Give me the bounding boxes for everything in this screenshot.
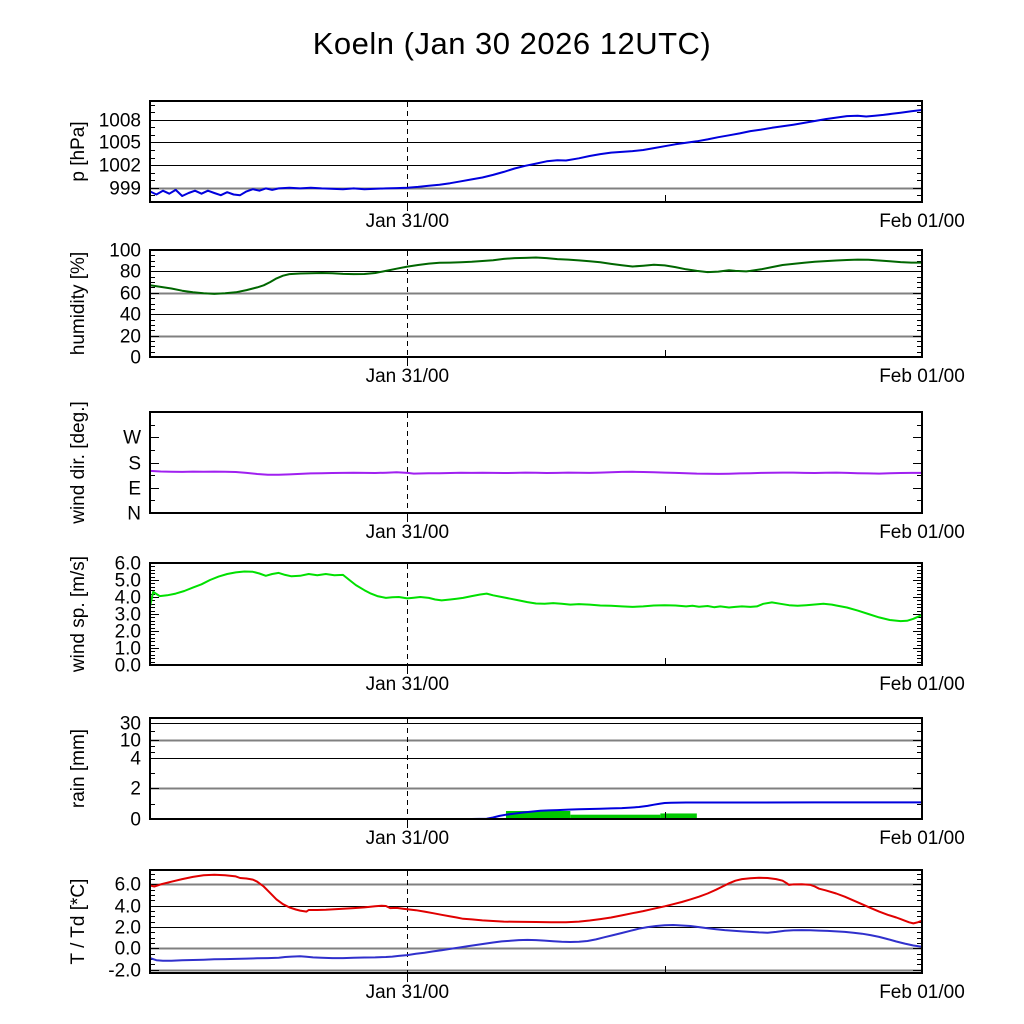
y-tick-label: 0 (130, 347, 141, 369)
y-axis-label: humidity [%] (68, 251, 89, 356)
y-tick-label: 4.0 (114, 896, 141, 918)
x-tick-label: Feb 01/00 (879, 522, 965, 543)
y-tick-label: N (127, 503, 141, 525)
y-tick-label: 10 (119, 730, 141, 752)
y-tick-label: 5.0 (114, 570, 141, 592)
panel-humidity (68, 241, 965, 388)
y-tick-label: 4 (130, 748, 141, 770)
pressure-line (150, 110, 922, 196)
panel-border (150, 250, 922, 357)
y-tick-label: S (128, 453, 141, 475)
panel-wind-direction (68, 401, 965, 543)
x-tick-label: Jan 31/00 (365, 982, 450, 1003)
y-tick-label: 2 (130, 778, 141, 800)
y-tick-label: 40 (119, 304, 141, 326)
y-tick-label: -2.0 (108, 960, 141, 982)
y-tick-label: 1002 (98, 155, 141, 177)
y-tick-label: E (128, 478, 141, 500)
humidity-line (150, 258, 922, 294)
panel-border (150, 718, 922, 819)
panel-rain (68, 714, 965, 850)
x-tick-label: Jan 31/00 (365, 366, 450, 387)
wind_direction-line (150, 471, 922, 475)
y-axis-label: wind sp. [m/s] (68, 555, 89, 673)
y-tick-label: 80 (119, 261, 141, 283)
x-tick-label: Feb 01/00 (879, 366, 965, 387)
temperature-line (150, 875, 922, 924)
panel-border (150, 101, 922, 202)
y-axis-label: wind dir. [deg.] (68, 401, 89, 524)
panel-border (150, 412, 922, 513)
x-tick-label: Feb 01/00 (879, 828, 965, 849)
y-tick-label: 60 (119, 283, 141, 305)
y-tick-label: 0.0 (114, 938, 141, 960)
x-tick-label: Feb 01/00 (879, 674, 965, 695)
x-tick-label: Feb 01/00 (879, 982, 965, 1003)
y-tick-label: W (123, 427, 141, 449)
y-axis-label: T / Td [*C] (68, 878, 89, 965)
y-tick-label: 1008 (98, 110, 141, 132)
y-tick-label: 20 (119, 326, 141, 348)
rain_rate-bar (506, 811, 570, 819)
y-tick-label: 0.0 (114, 655, 141, 677)
panel-wind-speed (68, 554, 965, 696)
y-tick-label: 100 (109, 240, 141, 262)
x-tick-label: Jan 31/00 (365, 674, 450, 695)
wind_speed-line (150, 572, 922, 622)
chart-title: Koeln (Jan 30 2026 12UTC) (312, 26, 712, 61)
y-tick-label: 3.0 (114, 604, 141, 626)
y-tick-label: 4.0 (114, 587, 141, 609)
x-tick-label: Jan 31/00 (365, 828, 450, 849)
panel-temperature (68, 870, 965, 1003)
panel-border (150, 563, 922, 665)
y-axis-label: p [hPa] (68, 121, 89, 182)
y-tick-label: 1005 (98, 132, 141, 154)
x-tick-label: Feb 01/00 (879, 211, 965, 232)
x-tick-label: Jan 31/00 (365, 522, 450, 543)
y-axis-label: rain [mm] (68, 728, 89, 809)
y-tick-label: 1.0 (114, 638, 141, 660)
y-tick-label: 6.0 (114, 874, 141, 896)
panel-pressure (68, 101, 965, 232)
y-tick-label: 999 (109, 178, 141, 200)
x-tick-label: Jan 31/00 (365, 211, 450, 232)
y-tick-label: 2.0 (114, 621, 141, 643)
y-tick-label: 6.0 (114, 553, 141, 575)
y-tick-label: 0 (130, 809, 141, 831)
dew_point-line (150, 925, 922, 961)
y-tick-label: 30 (119, 713, 141, 735)
y-tick-label: 2.0 (114, 917, 141, 939)
